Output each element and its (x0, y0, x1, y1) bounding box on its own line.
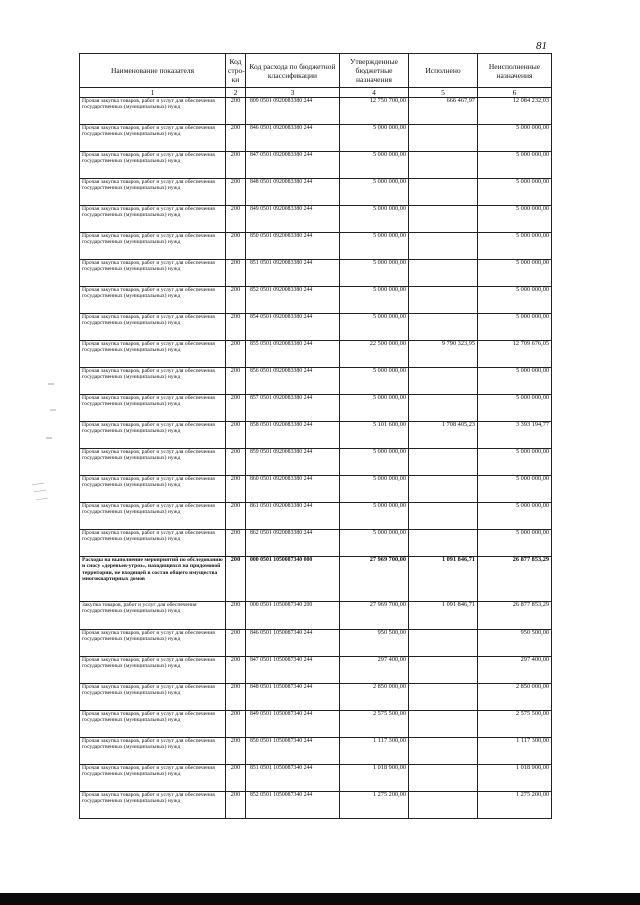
table-row (80, 476, 552, 503)
row-approved: 5 000 000,00 (340, 206, 409, 233)
row-expense-code: 856 0501 0920083380 244 (246, 368, 340, 395)
row-unexecuted: 5 000 000,00 (478, 287, 552, 314)
row-unexecuted: 2 850 000,00 (478, 684, 552, 711)
row-unexecuted: 5 000 000,00 (478, 179, 552, 206)
row-name: Прочая закупка товаров, работ и услуг для обеспечения государственных (муниципальных) нужд (80, 125, 226, 152)
row-executed (409, 738, 478, 765)
row-line-code: 200 (226, 395, 246, 422)
row-line-code: 200 (226, 765, 246, 792)
row-name: Прочая закупка товаров, работ и услуг для обеспечения государственных (муниципальных) нужд (80, 503, 226, 530)
table-row (80, 711, 552, 738)
table-row (80, 602, 552, 630)
row-unexecuted: 5 000 000,00 (478, 125, 552, 152)
table-row (80, 557, 552, 602)
table-row (80, 341, 552, 368)
row-expense-code: 000 0501 1050087340 200 (246, 602, 340, 630)
row-line-code: 200 (226, 179, 246, 206)
row-name: Прочая закупка товаров, работ и услуг для обеспечения государственных (муниципальных) нужд (80, 314, 226, 341)
row-approved: 1 018 900,00 (340, 765, 409, 792)
row-name: Закупка товаров, работ и услуг для обеспечения государственных (муниципальных) нужд (80, 602, 226, 630)
row-line-code: 200 (226, 152, 246, 179)
row-approved: 27 969 700,00 (340, 557, 409, 602)
table-row (80, 684, 552, 711)
row-name: Прочая закупка товаров, работ и услуг для обеспечения государственных (муниципальных) нужд (80, 260, 226, 287)
table-row (80, 314, 552, 341)
row-expense-code: 852 0501 0920083380 244 (246, 287, 340, 314)
row-approved: 950 500,00 (340, 630, 409, 657)
row-unexecuted: 5 000 000,00 (478, 449, 552, 476)
row-approved: 5 000 000,00 (340, 260, 409, 287)
table-row (80, 395, 552, 422)
row-name: Прочая закупка товаров, работ и услуг для обеспечения государственных (муниципальных) нужд (80, 630, 226, 657)
row-executed (409, 657, 478, 684)
column-number: 3 (246, 88, 340, 98)
row-name: Прочая закупка товаров, работ и услуг для обеспечения государственных (муниципальных) нужд (80, 368, 226, 395)
row-expense-code: 849 0501 1050087340 244 (246, 711, 340, 738)
row-executed (409, 503, 478, 530)
scan-bottom-edge (0, 893, 640, 905)
row-unexecuted: 12 084 232,03 (478, 98, 552, 125)
header-approved: Утвержденные бюджетные назначения (340, 54, 409, 88)
row-name: Прочая закупка товаров, работ и услуг для обеспечения государственных (муниципальных) нужд (80, 684, 226, 711)
row-line-code: 200 (226, 630, 246, 657)
table-row (80, 233, 552, 260)
page-number: 81 (536, 40, 547, 52)
row-name: Прочая закупка товаров, работ и услуг для обеспечения государственных (муниципальных) нужд (80, 738, 226, 765)
row-name: Расходы на выполнение мероприятий по обследованию и сносу «деревьев-угроз», находящихся на придомовой территории, не входящей в состав общего имущества многоквартирных домов (80, 557, 226, 602)
row-line-code: 200 (226, 368, 246, 395)
margin-scan-marks (30, 380, 70, 520)
table-row (80, 657, 552, 684)
row-approved: 5 000 000,00 (340, 476, 409, 503)
row-name: Прочая закупка товаров, работ и услуг для обеспечения государственных (муниципальных) нужд (80, 341, 226, 368)
row-name: Прочая закупка товаров, работ и услуг для обеспечения государственных (муниципальных) нужд (80, 657, 226, 684)
header-expense-code: Код расхода по бюджетной классификации (246, 54, 340, 88)
row-name: Прочая закупка товаров, работ и услуг для обеспечения государственных (муниципальных) нужд (80, 530, 226, 557)
row-approved: 297 400,00 (340, 657, 409, 684)
row-unexecuted: 5 000 000,00 (478, 152, 552, 179)
table-row (80, 449, 552, 476)
table-row (80, 422, 552, 449)
row-line-code: 200 (226, 711, 246, 738)
row-line-code: 200 (226, 233, 246, 260)
row-expense-code: 850 0501 1050087340 244 (246, 738, 340, 765)
row-expense-code: 854 0501 0920083380 244 (246, 314, 340, 341)
row-line-code: 200 (226, 738, 246, 765)
row-approved: 5 000 000,00 (340, 287, 409, 314)
row-expense-code: 000 0501 1050087340 000 (246, 557, 340, 602)
row-executed (409, 152, 478, 179)
table-body (80, 98, 552, 819)
table-header-row (80, 54, 552, 88)
row-executed (409, 684, 478, 711)
row-executed (409, 765, 478, 792)
row-name: Прочая закупка товаров, работ и услуг для обеспечения государственных (муниципальных) нужд (80, 449, 226, 476)
row-approved: 5 000 000,00 (340, 179, 409, 206)
row-line-code: 200 (226, 476, 246, 503)
row-approved: 5 101 600,00 (340, 422, 409, 449)
row-unexecuted: 12 709 676,05 (478, 341, 552, 368)
table-row (80, 98, 552, 125)
row-executed (409, 630, 478, 657)
row-expense-code: 851 0501 1050087340 244 (246, 765, 340, 792)
row-expense-code: 855 0501 0920083380 244 (246, 341, 340, 368)
row-line-code: 200 (226, 125, 246, 152)
row-unexecuted: 297 400,00 (478, 657, 552, 684)
header-unexecuted: Неисполненные назначения (478, 54, 552, 88)
row-approved: 5 000 000,00 (340, 233, 409, 260)
table-row (80, 630, 552, 657)
row-name: Прочая закупка товаров, работ и услуг для обеспечения государственных (муниципальных) нужд (80, 792, 226, 819)
row-line-code: 200 (226, 657, 246, 684)
row-approved: 1 275 200,00 (340, 792, 409, 819)
table-row (80, 792, 552, 819)
row-expense-code: 852 0501 1050087340 244 (246, 792, 340, 819)
row-unexecuted: 1 275 200,00 (478, 792, 552, 819)
row-executed: 9 790 323,95 (409, 341, 478, 368)
row-unexecuted: 5 000 000,00 (478, 503, 552, 530)
row-expense-code: 847 0501 0920083380 244 (246, 152, 340, 179)
row-expense-code: 846 0501 0920083380 244 (246, 125, 340, 152)
column-number: 4 (340, 88, 409, 98)
row-name: Прочая закупка товаров, работ и услуг для обеспечения государственных (муниципальных) нужд (80, 711, 226, 738)
row-name: Прочая закупка товаров, работ и услуг для обеспечения государственных (муниципальных) нужд (80, 98, 226, 125)
row-approved: 22 500 000,00 (340, 341, 409, 368)
row-approved: 5 000 000,00 (340, 503, 409, 530)
row-name: Прочая закупка товаров, работ и услуг для обеспечения государственных (муниципальных) нужд (80, 422, 226, 449)
row-executed (409, 179, 478, 206)
row-expense-code: 848 0501 1050087340 244 (246, 684, 340, 711)
table-row (80, 179, 552, 206)
header-name: Наименование показателя (80, 54, 226, 88)
row-approved: 12 750 700,00 (340, 98, 409, 125)
table-row (80, 738, 552, 765)
row-expense-code: 846 0501 1050087340 244 (246, 630, 340, 657)
row-executed: 666 467,97 (409, 98, 478, 125)
row-line-code: 200 (226, 98, 246, 125)
row-line-code: 200 (226, 260, 246, 287)
row-expense-code: 847 0501 1050087340 244 (246, 657, 340, 684)
table-row (80, 503, 552, 530)
row-unexecuted: 5 000 000,00 (478, 530, 552, 557)
row-expense-code: 850 0501 0920083380 244 (246, 233, 340, 260)
budget-execution-table (79, 53, 552, 819)
row-executed (409, 125, 478, 152)
row-name: Прочая закупка товаров, работ и услуг для обеспечения государственных (муниципальных) нужд (80, 152, 226, 179)
column-number: 2 (226, 88, 246, 98)
row-approved: 2 575 500,00 (340, 711, 409, 738)
table-row (80, 368, 552, 395)
row-executed (409, 792, 478, 819)
row-approved: 5 000 000,00 (340, 125, 409, 152)
table-row (80, 152, 552, 179)
row-name: Прочая закупка товаров, работ и услуг для обеспечения государственных (муниципальных) нужд (80, 179, 226, 206)
row-name: Прочая закупка товаров, работ и услуг для обеспечения государственных (муниципальных) нужд (80, 765, 226, 792)
table-row (80, 260, 552, 287)
row-expense-code: 857 0501 0920083380 244 (246, 395, 340, 422)
row-line-code: 200 (226, 530, 246, 557)
row-line-code: 200 (226, 602, 246, 630)
row-executed (409, 314, 478, 341)
row-expense-code: 858 0501 0920083380 244 (246, 422, 340, 449)
row-unexecuted: 5 000 000,00 (478, 314, 552, 341)
row-executed (409, 711, 478, 738)
row-name: Прочая закупка товаров, работ и услуг для обеспечения государственных (муниципальных) нужд (80, 395, 226, 422)
row-name: Прочая закупка товаров, работ и услуг для обеспечения государственных (муниципальных) нужд (80, 206, 226, 233)
row-approved: 5 000 000,00 (340, 449, 409, 476)
row-approved: 5 000 000,00 (340, 314, 409, 341)
column-number: 1 (80, 88, 226, 98)
row-name: Прочая закупка товаров, работ и услуг для обеспечения государственных (муниципальных) нужд (80, 287, 226, 314)
row-expense-code: 859 0501 0920083380 244 (246, 449, 340, 476)
table-row (80, 530, 552, 557)
row-expense-code: 849 0501 0920083380 244 (246, 206, 340, 233)
row-line-code: 200 (226, 314, 246, 341)
row-line-code: 200 (226, 206, 246, 233)
row-executed (409, 233, 478, 260)
row-line-code: 200 (226, 792, 246, 819)
row-name: Прочая закупка товаров, работ и услуг для обеспечения государственных (муниципальных) нужд (80, 476, 226, 503)
row-line-code: 200 (226, 449, 246, 476)
row-line-code: 200 (226, 341, 246, 368)
header-executed: Исполнено (409, 54, 478, 88)
header-line-code: Код стро-ки (226, 54, 246, 88)
table-row (80, 765, 552, 792)
row-line-code: 200 (226, 557, 246, 602)
row-executed (409, 260, 478, 287)
row-unexecuted: 950 500,00 (478, 630, 552, 657)
row-approved: 27 969 700,00 (340, 602, 409, 630)
column-number-row (80, 88, 552, 98)
row-executed (409, 449, 478, 476)
column-number: 6 (478, 88, 552, 98)
row-executed: 1 091 846,71 (409, 557, 478, 602)
row-unexecuted: 5 000 000,00 (478, 233, 552, 260)
row-approved: 5 000 000,00 (340, 152, 409, 179)
row-executed (409, 206, 478, 233)
row-approved: 2 850 000,00 (340, 684, 409, 711)
row-expense-code: 860 0501 0920083380 244 (246, 476, 340, 503)
row-expense-code: 848 0501 0920083380 244 (246, 179, 340, 206)
table-row (80, 206, 552, 233)
row-approved: 5 000 000,00 (340, 530, 409, 557)
row-unexecuted: 2 575 500,00 (478, 711, 552, 738)
row-executed (409, 395, 478, 422)
row-name: Прочая закупка товаров, работ и услуг для обеспечения государственных (муниципальных) нужд (80, 233, 226, 260)
row-approved: 5 000 000,00 (340, 368, 409, 395)
row-executed: 1 091 846,71 (409, 602, 478, 630)
row-unexecuted: 5 000 000,00 (478, 368, 552, 395)
row-expense-code: 851 0501 0920083380 244 (246, 260, 340, 287)
row-line-code: 200 (226, 422, 246, 449)
row-approved: 5 000 000,00 (340, 395, 409, 422)
row-unexecuted: 26 877 853,29 (478, 602, 552, 630)
row-unexecuted: 5 000 000,00 (478, 476, 552, 503)
row-executed: 1 708 405,23 (409, 422, 478, 449)
row-executed (409, 530, 478, 557)
row-executed (409, 368, 478, 395)
row-line-code: 200 (226, 503, 246, 530)
row-unexecuted: 3 393 194,77 (478, 422, 552, 449)
row-executed (409, 476, 478, 503)
row-unexecuted: 26 877 853,29 (478, 557, 552, 602)
row-unexecuted: 5 000 000,00 (478, 395, 552, 422)
row-expense-code: 809 0501 0920083380 244 (246, 98, 340, 125)
table-row (80, 125, 552, 152)
row-expense-code: 862 0501 0920083380 244 (246, 530, 340, 557)
row-approved: 1 117 300,00 (340, 738, 409, 765)
column-number: 5 (409, 88, 478, 98)
row-unexecuted: 1 018 900,00 (478, 765, 552, 792)
row-unexecuted: 1 117 300,00 (478, 738, 552, 765)
table-row (80, 287, 552, 314)
row-executed (409, 287, 478, 314)
row-unexecuted: 5 000 000,00 (478, 260, 552, 287)
row-unexecuted: 5 000 000,00 (478, 206, 552, 233)
row-expense-code: 861 0501 0920083380 244 (246, 503, 340, 530)
row-line-code: 200 (226, 287, 246, 314)
row-line-code: 200 (226, 684, 246, 711)
